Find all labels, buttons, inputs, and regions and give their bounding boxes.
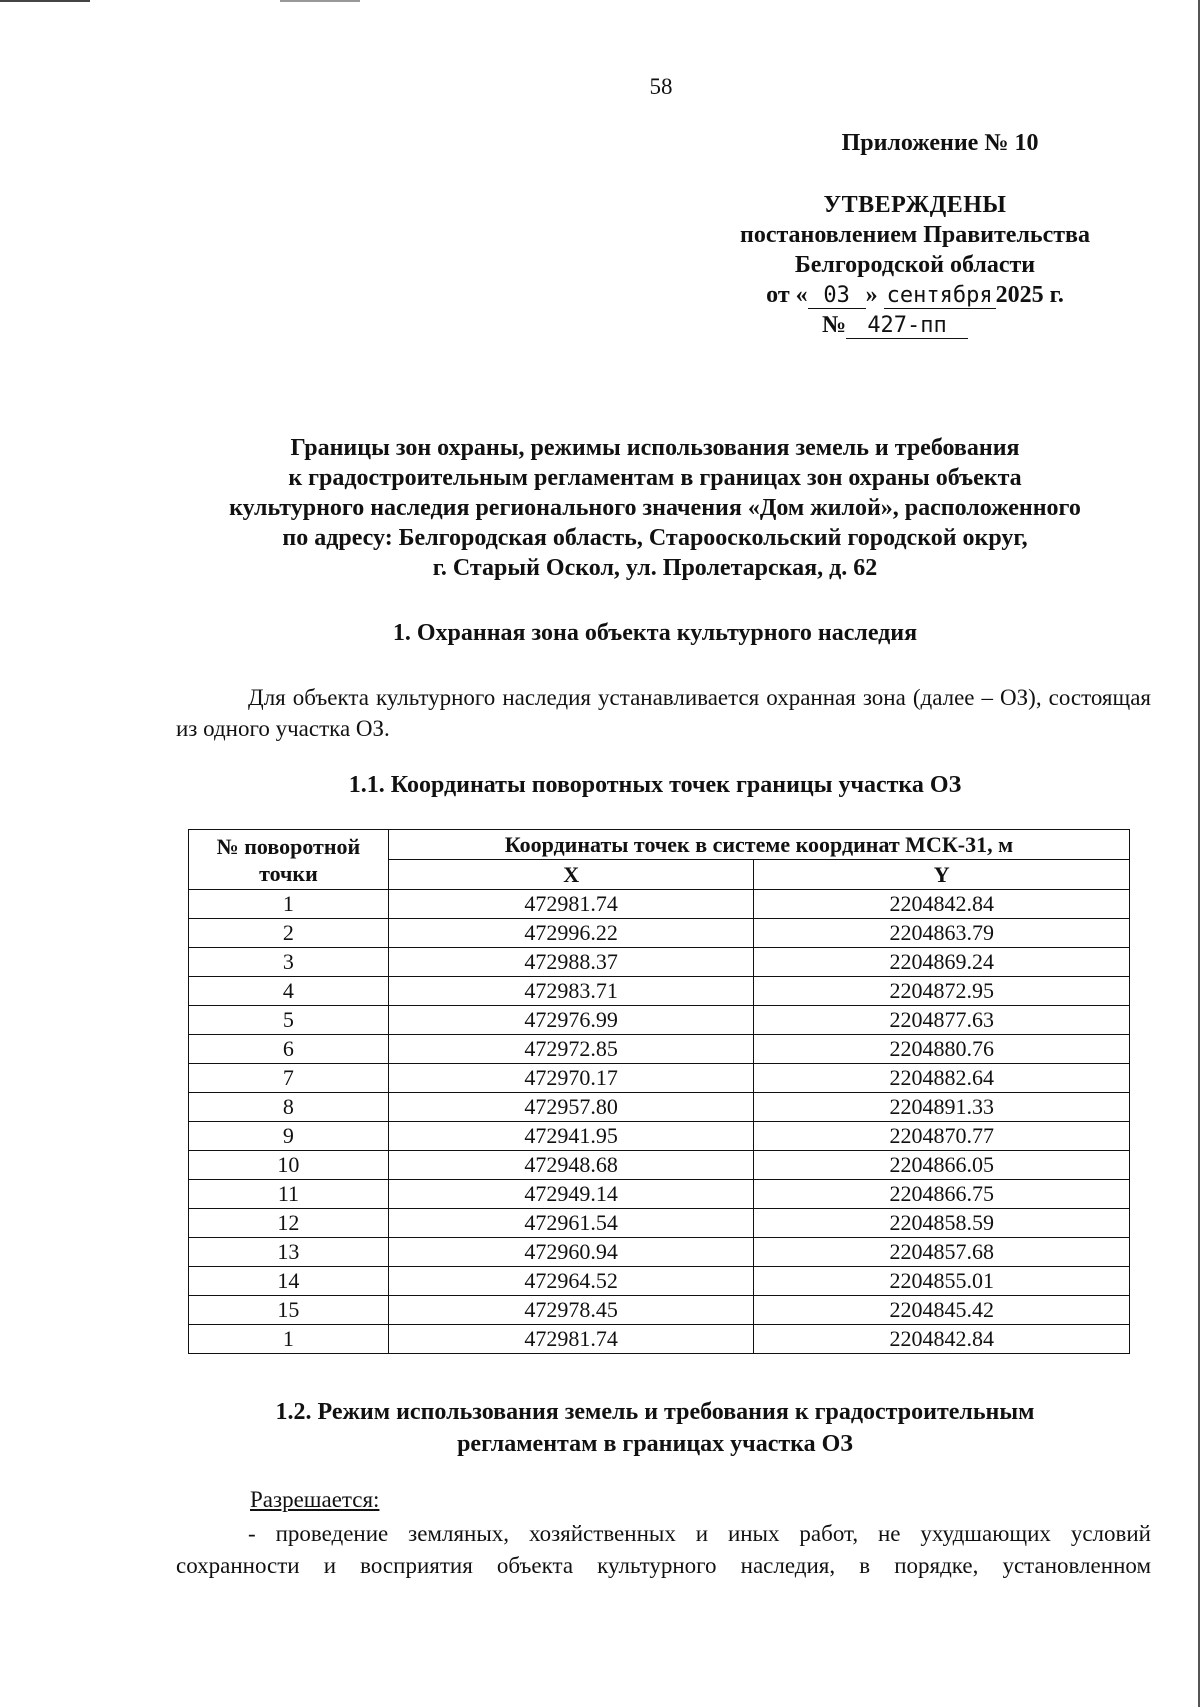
y-coordinate-cell: 2204845.42: [754, 1296, 1130, 1325]
x-coordinate-cell: 472983.71: [388, 977, 754, 1006]
point-number-cell: 12: [189, 1209, 389, 1238]
allowed-item-1: [176, 1518, 1151, 1582]
table-row: [189, 890, 1130, 919]
document-title: [160, 433, 1150, 583]
y-coordinate-cell: 2204872.95: [754, 977, 1130, 1006]
x-coordinate-cell: 472978.45: [388, 1296, 754, 1325]
title-line: к градостроительным регламентам в границах зон охраны объекта: [288, 465, 1022, 491]
table-row: [189, 1006, 1130, 1035]
number-prefix: №: [821, 312, 847, 338]
point-number-cell: 1: [189, 890, 389, 919]
x-coordinate-cell: 472996.22: [388, 919, 754, 948]
approval-date: [690, 280, 1140, 310]
point-number-cell: 4: [189, 977, 389, 1006]
point-number-cell: 5: [189, 1006, 389, 1035]
point-number-cell: 9: [189, 1122, 389, 1151]
table-row: [189, 1296, 1130, 1325]
approved-by-line-1: постановлением Правительства: [739, 222, 1090, 248]
x-coordinate-cell: 472948.68: [388, 1151, 754, 1180]
section-1-paragraph: [176, 682, 1151, 744]
coordinates-table-body: [189, 890, 1130, 1354]
table-row: [189, 1122, 1130, 1151]
table-row: [189, 948, 1130, 977]
y-coordinate-cell: 2204877.63: [754, 1006, 1130, 1035]
page-number: 58: [649, 74, 673, 99]
table-row: [189, 1238, 1130, 1267]
table-row: [189, 1151, 1130, 1180]
y-coordinate-cell: 2204863.79: [754, 919, 1130, 948]
y-coordinate-cell: 2204866.75: [754, 1180, 1130, 1209]
y-coordinate-cell: 2204842.84: [754, 890, 1130, 919]
x-coordinate-cell: 472972.85: [388, 1035, 754, 1064]
point-number-cell: 15: [189, 1296, 389, 1325]
x-coordinate-cell: 472949.14: [388, 1180, 754, 1209]
y-coordinate-cell: 2204857.68: [754, 1238, 1130, 1267]
approved-label: УТВЕРЖДЕНЫ: [823, 192, 1007, 218]
x-coordinate-cell: 472981.74: [388, 1325, 754, 1354]
allowed-item-1-line-2: сохранности и восприятия объекта культурного наследия, в порядке, установленном: [176, 1553, 1151, 1578]
table-row: [189, 1064, 1130, 1093]
x-coordinate-cell: 472941.95: [388, 1122, 754, 1151]
col-x-header: X: [388, 860, 754, 890]
number-value: 427-пп: [846, 314, 968, 339]
y-coordinate-cell: 2204866.05: [754, 1151, 1130, 1180]
x-coordinate-cell: 472988.37: [388, 948, 754, 977]
point-number-cell: 3: [189, 948, 389, 977]
y-coordinate-cell: 2204882.64: [754, 1064, 1130, 1093]
point-number-cell: 6: [189, 1035, 389, 1064]
point-number-cell: 7: [189, 1064, 389, 1093]
allowed-item-1-line-1: - проведение земляных, хозяйственных и иных работ, не ухудшающих условий: [248, 1521, 1151, 1546]
table-heading: 1.1. Координаты поворотных точек границы участка ОЗ: [348, 772, 962, 798]
point-number-cell: 2: [189, 919, 389, 948]
x-coordinate-cell: 472970.17: [388, 1064, 754, 1093]
approved-by-line-2: Белгородской области: [794, 252, 1036, 278]
point-number-cell: 11: [189, 1180, 389, 1209]
col-y-header: Y: [754, 860, 1130, 890]
title-line: культурного наследия регионального значения «Дом жилой», расположенного: [229, 495, 1081, 521]
date-month: сентября: [884, 284, 996, 309]
table-row: [189, 1180, 1130, 1209]
col-coords-header: Координаты точек в системе координат МСК-31, м: [388, 830, 1129, 860]
title-line: Границы зон охраны, режимы использования земель и требования: [290, 435, 1020, 461]
coordinates-table: [188, 829, 1130, 1354]
table-row: [189, 977, 1130, 1006]
y-coordinate-cell: 2204855.01: [754, 1267, 1130, 1296]
approval-number: [690, 310, 1140, 340]
point-number-cell: 10: [189, 1151, 389, 1180]
table-row: [189, 1093, 1130, 1122]
x-coordinate-cell: 472976.99: [388, 1006, 754, 1035]
date-day: 03: [808, 284, 866, 309]
subsection-heading-line: 1.2. Режим использования земель и требования к градостроительным: [275, 1399, 1035, 1425]
y-coordinate-cell: 2204858.59: [754, 1209, 1130, 1238]
subsection-heading-line: регламентам в границах участка ОЗ: [457, 1431, 853, 1457]
table-row: [189, 1209, 1130, 1238]
x-coordinate-cell: 472960.94: [388, 1238, 754, 1267]
table-row: [189, 1267, 1130, 1296]
point-number-cell: 14: [189, 1267, 389, 1296]
y-coordinate-cell: 2204842.84: [754, 1325, 1130, 1354]
point-number-cell: 13: [189, 1238, 389, 1267]
table-row: [189, 919, 1130, 948]
title-line: г. Старый Оскол, ул. Пролетарская, д. 62: [432, 555, 878, 581]
point-number-cell: 8: [189, 1093, 389, 1122]
scan-edge-top: [0, 0, 1200, 2]
y-coordinate-cell: 2204869.24: [754, 948, 1130, 977]
subsection-1-2-heading: [160, 1396, 1150, 1460]
y-coordinate-cell: 2204870.77: [754, 1122, 1130, 1151]
section-1-text: Для объекта культурного наследия устанавливается охранная зона (далее – ОЗ), состоящая из одного участка ОЗ.: [176, 685, 1151, 741]
section-1-heading: 1. Охранная зона объекта культурного наследия: [392, 620, 918, 646]
x-coordinate-cell: 472964.52: [388, 1267, 754, 1296]
x-coordinate-cell: 472981.74: [388, 890, 754, 919]
y-coordinate-cell: 2204880.76: [754, 1035, 1130, 1064]
date-mid: »: [865, 282, 878, 308]
date-year: 2025 г.: [995, 282, 1064, 308]
title-line: по адресу: Белгородская область, Старооскольский городской округ,: [282, 525, 1028, 551]
y-coordinate-cell: 2204891.33: [754, 1093, 1130, 1122]
table-row: [189, 1325, 1130, 1354]
col-point-header: № поворотной точки: [189, 830, 389, 890]
approval-block: [690, 190, 1140, 340]
date-prefix: от «: [766, 282, 808, 308]
appendix-label: Приложение № 10: [841, 130, 1039, 156]
point-number-cell: 1: [189, 1325, 389, 1354]
x-coordinate-cell: 472961.54: [388, 1209, 754, 1238]
x-coordinate-cell: 472957.80: [388, 1093, 754, 1122]
table-row: [189, 1035, 1130, 1064]
allowed-label: Разрешается:: [250, 1487, 380, 1512]
